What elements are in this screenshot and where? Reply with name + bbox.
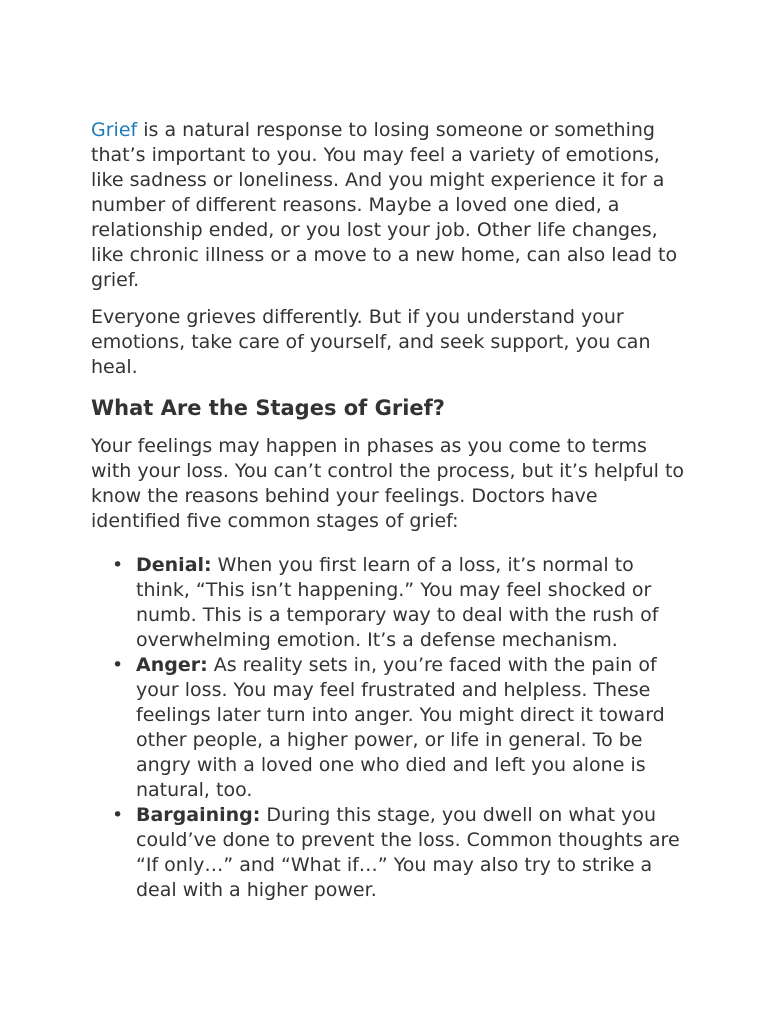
list-item-bargaining (112, 803, 691, 903)
stage-name: Anger: (136, 654, 208, 676)
intro-text: is a natural response to losing someone or something that’s important to you. You may feel a variety of emotions, like sadness or loneliness. And you might experience it for a number of different reasons. Maybe a loved one died, a relationship ended, or you lost your job. Other life changes, like chronic illness or a move to a new home, can also lead to grief. (91, 119, 678, 291)
list-item-anger (112, 653, 691, 803)
stage-name: Denial: (136, 554, 212, 576)
grief-link[interactable]: Grief (91, 119, 138, 141)
stages-intro-paragraph: Your feelings may happen in phases as you come to terms with your loss. You can’t control the process, but it’s helpful to know the reasons behind your feelings. Doctors have identified five common stages of grief: (91, 435, 685, 532)
support-paragraph: Everyone grieves differently. But if you understand your emotions, take care of yourself, and seek support, you can heal. (91, 306, 651, 378)
article-body (91, 118, 691, 903)
stage-text: During this stage, you dwell on what you could’ve done to prevent the loss. Common thoughts are “If only…” and “What if…” You may also try to strike a deal with a higher power. (136, 804, 680, 901)
bullet-icon: • (112, 554, 124, 576)
bullet-icon: • (112, 654, 124, 676)
intro-paragraph (91, 118, 691, 293)
bullet-icon: • (112, 804, 124, 826)
stage-name: Bargaining: (136, 804, 261, 826)
stage-text: As reality sets in, you’re faced with the pain of your loss. You may feel frustrated and helpless. These feelings later turn into anger. You might direct it toward other people, a higher power, or life in general. To be angry with a loved one who died and left you alone is natural, too. (136, 654, 665, 801)
list-item-denial (112, 553, 691, 653)
stage-text: When you first learn of a loss, it’s normal to think, “This isn’t happening.” You may feel shocked or numb. This is a temporary way to deal with the rush of overwhelming emotion. It’s a defense mechanism. (136, 554, 659, 651)
section-heading: What Are the Stages of Grief? (91, 396, 445, 420)
stages-list (91, 553, 691, 903)
